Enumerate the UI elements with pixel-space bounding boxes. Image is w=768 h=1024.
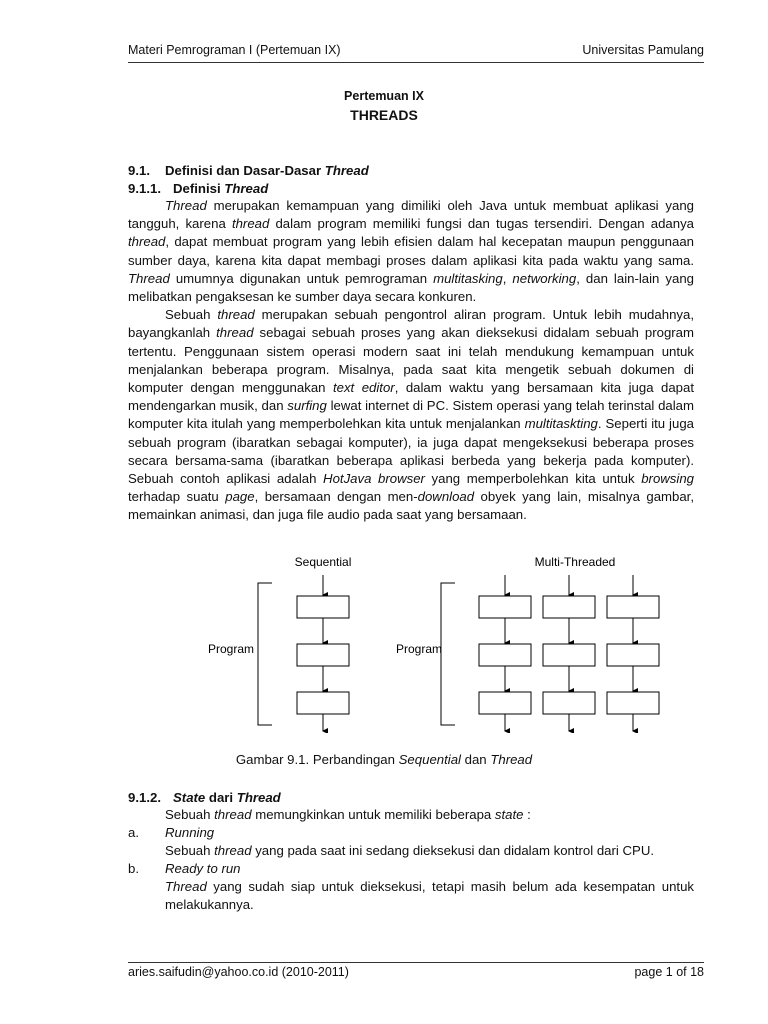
sequential-flow <box>297 575 349 731</box>
section-heading-9-1: 9.1. Definisi dan Dasar-Dasar Thread <box>128 163 369 178</box>
sequential-vs-multithreaded-diagram <box>200 553 670 733</box>
sequential-program-label: Program <box>208 642 255 656</box>
figure-caption: Gambar 9.1. Perbandingan Sequential dan Thread <box>235 752 533 767</box>
thread-column-2 <box>543 575 595 731</box>
multithreaded-program-label: Program <box>396 642 443 656</box>
sequential-step-box <box>297 596 349 618</box>
state-list <box>128 806 694 914</box>
state-desc-ready: Thread yang sudah siap untuk dieksekusi, tetapi masih belum ada kesempatan untuk melakukannya. <box>165 879 694 912</box>
footer-divider <box>128 962 704 963</box>
page-header <box>128 43 704 61</box>
state-item-running: a. Running Sebuah thread yang pada saat ini sedang dieksekusi dan didalam kontrol dari CPU. <box>128 824 694 860</box>
header-divider <box>128 62 704 63</box>
paragraph-definition: Thread merupakan kemampuan yang dimiliki oleh Java untuk membuat aplikasi yang tangguh, karena thread dalam program memiliki fungsi dan tugas tersendiri. Dengan adanya thread, dapat membuat program yang lebih efisien dalam hal kecepatan maupun penggunaan sumber daya, karena kita dapat membagi proses dalam aplikasi kita pada waktu yang sama. Thread umumnya digunakan untuk pemrograman multitasking, networking, dan lain-lain yang melibatkan pengaksesan ke sumber daya secara konkuren. <box>128 198 695 305</box>
header-university: Universitas Pamulang <box>582 43 704 57</box>
footer-author-email: aries.saifudin@yahoo.co.id (2010-2011) <box>128 965 349 979</box>
sequential-title: Sequential <box>294 555 352 569</box>
paragraph-explanation: Sebuah thread merupakan sebuah pengontrol aliran program. Untuk lebih mudahnya, bayangkanlah thread sebagai sebuah proses yang akan dieksekusi didalam sebuah program tertentu. Penggunaan sistem operasi modern saat ini telah mendukung kemampuan untuk menjalankan beberapa program. Misalnya, pada saat kita mengetik sebuah dokumen di komputer dengan menggunakan text editor, dalam waktu yang bersamaan kita juga dapat mendengarkan musik, dan surfing lewat internet di PC. Sistem operasi yang telah terinstal dalam komputer kita itulah yang memperbolehkan kita untuk menjalankan multitaskting. Seperti itu juga sebuah program (ibaratkan sebagai komputer), ia juga dapat mengeksekusi beberapa proses secara bersama-sama (ibaratkan beberapa aplikasi berbeda yang bekerja pada komputer). Sebuah contoh aplikasi adalah HotJava browser yang memperbolehkan kita untuk browsing terhadap suatu page, bersamaan dengan men-download obyek yang lain, misalnya gambar, memainkan animasi, dan juga file audio pada saat yang bersamaan. <box>128 307 695 523</box>
multithreaded-title: Multi-Threaded <box>534 555 616 569</box>
thread-column-1 <box>479 575 531 731</box>
state-desc-running: Sebuah thread yang pada saat ini sedang dieksekusi dan didalam kontrol dari CPU. <box>165 843 655 858</box>
state-item-ready: b. Ready to run Thread yang sudah siap untuk dieksekusi, tetapi masih belum ada kesempatan untuk melakukannya. <box>128 861 694 912</box>
page-title: THREADS <box>350 107 418 123</box>
section-heading-9-1-1: 9.1.1. Definisi Thread <box>128 181 269 196</box>
multithreaded-program-bracket <box>441 583 455 725</box>
sequential-step-box <box>297 644 349 666</box>
state-title-ready: Ready to run <box>165 861 241 876</box>
section-heading-9-1-2: 9.1.2. State dari Thread <box>128 790 281 805</box>
meeting-subtitle: Pertemuan IX <box>344 89 424 103</box>
sequential-step-box <box>297 692 349 714</box>
header-course-title: Materi Pemrograman I (Pertemuan IX) <box>128 43 341 57</box>
page-number: page 1 of 18 <box>634 965 704 979</box>
body-text <box>128 197 694 525</box>
sequential-program-bracket <box>258 583 272 725</box>
state-title-running: Running <box>165 825 215 840</box>
thread-column-3 <box>607 575 659 731</box>
state-intro: Sebuah thread memungkinkan untuk memiliki beberapa state : <box>165 807 531 822</box>
